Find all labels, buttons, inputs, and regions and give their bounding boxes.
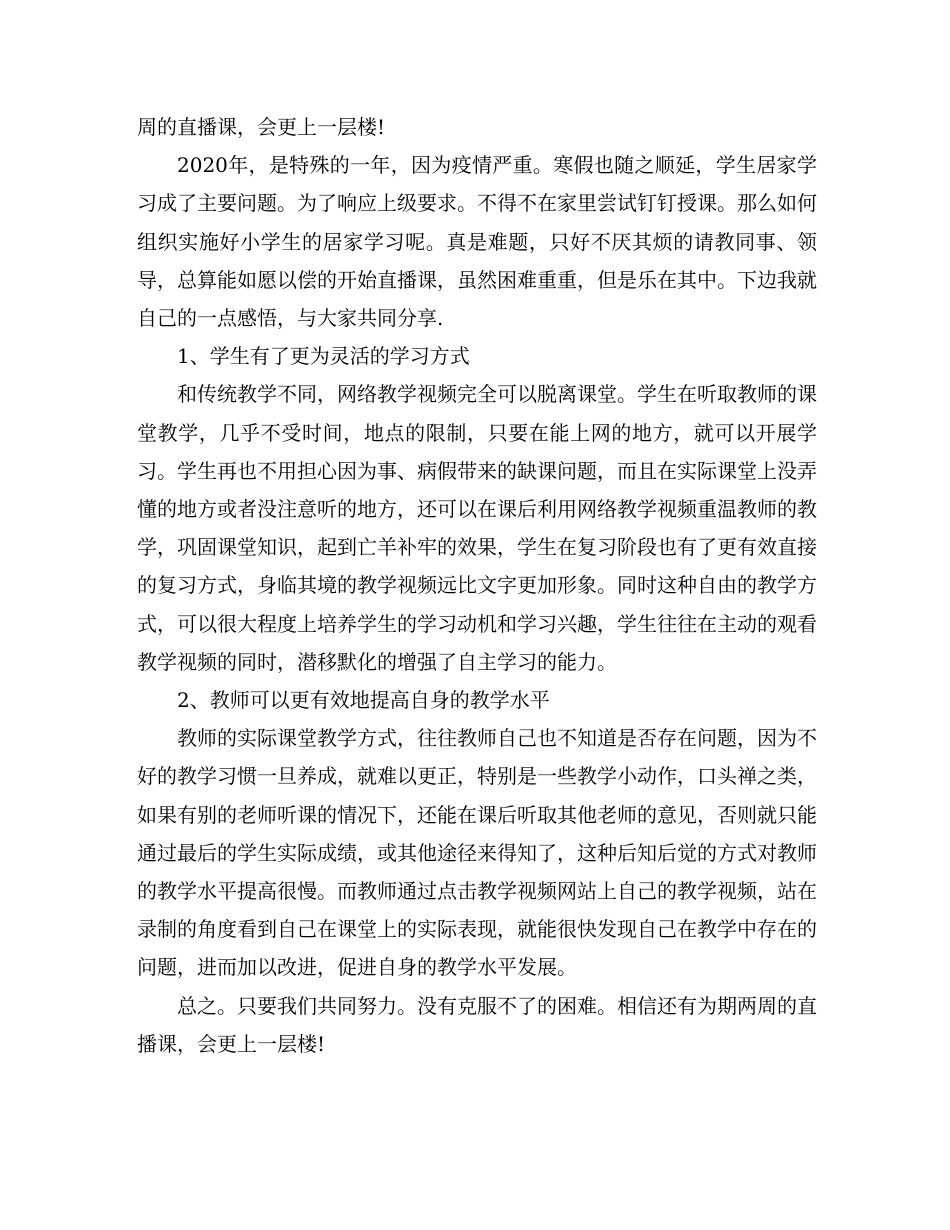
paragraph-intro: 2020年，是特殊的一年，因为疫情严重。寒假也随之顺延，学生居家学习成了主要问题。为了响应上级要求。不得不在家里尝试钉钉授课。那么如何组织实施好小学生的居家学习呢。真是难题，只好不厌其烦的请教同事、领导，总算能如愿以偿的开始直播课，虽然困难重重，但是乐在其中。下边我就自己的一点感悟，与大家共同分享. xyxy=(137,153,817,331)
paragraph-section-1: 和传统教学不同，网络教学视频完全可以脱离课堂。学生在听取教师的课堂教学，几乎不受时间，地点的限制，只要在能上网的地方，就可以开展学习。学生再也不用担心因为事、病假带来的缺课问题，而且在实际课堂上没弄懂的地方或者没注意听的地方，还可以在课后利用网络教学视频重温教师的教学，巩固课堂知识，起到亡羊补牢的效果，学生在复习阶段也有了更有效直接的复习方式，身临其境的教学视频远比文字更加形象。同时这种自由的教学方式，可以很大程度上培养学生的学习动机和学习兴趣，学生往往在主动的观看教学视频的同时，潜移默化的增强了自主学习的能力。 xyxy=(137,382,817,674)
paragraph-section-2: 教师的实际课堂教学方式，往往教师自己也不知道是否存在问题，因为不好的教学习惯一旦养成，就难以更正，特别是一些教学小动作，口头禅之类，如果有别的老师听课的情况下，还能在课后听取其他老师的意见，否则就只能通过最后的学生实际成绩，或其他途径来得知了，这种后知后觉的方式对教师的教学水平提高很慢。而教师通过点击教学视频网站上自己的教学视频，站在录制的角度看到自己在课堂上的实际表现，就能很快发现自己在教学中存在的问题，进而加以改进，促进自身的教学水平发展。 xyxy=(137,726,817,980)
section-heading-2: 2、教师可以更有效地提高自身的教学水平 xyxy=(177,688,550,713)
paragraph-conclusion: 总之。只要我们共同努力。没有克服不了的困难。相信还有为期两周的直播课，会更上一层楼! xyxy=(137,993,817,1056)
paragraph-continuation: 周的直播课，会更上一层楼! xyxy=(137,115,386,139)
document-page xyxy=(137,108,817,1063)
section-heading-1: 1、学生有了更为灵活的学习方式 xyxy=(177,344,470,369)
